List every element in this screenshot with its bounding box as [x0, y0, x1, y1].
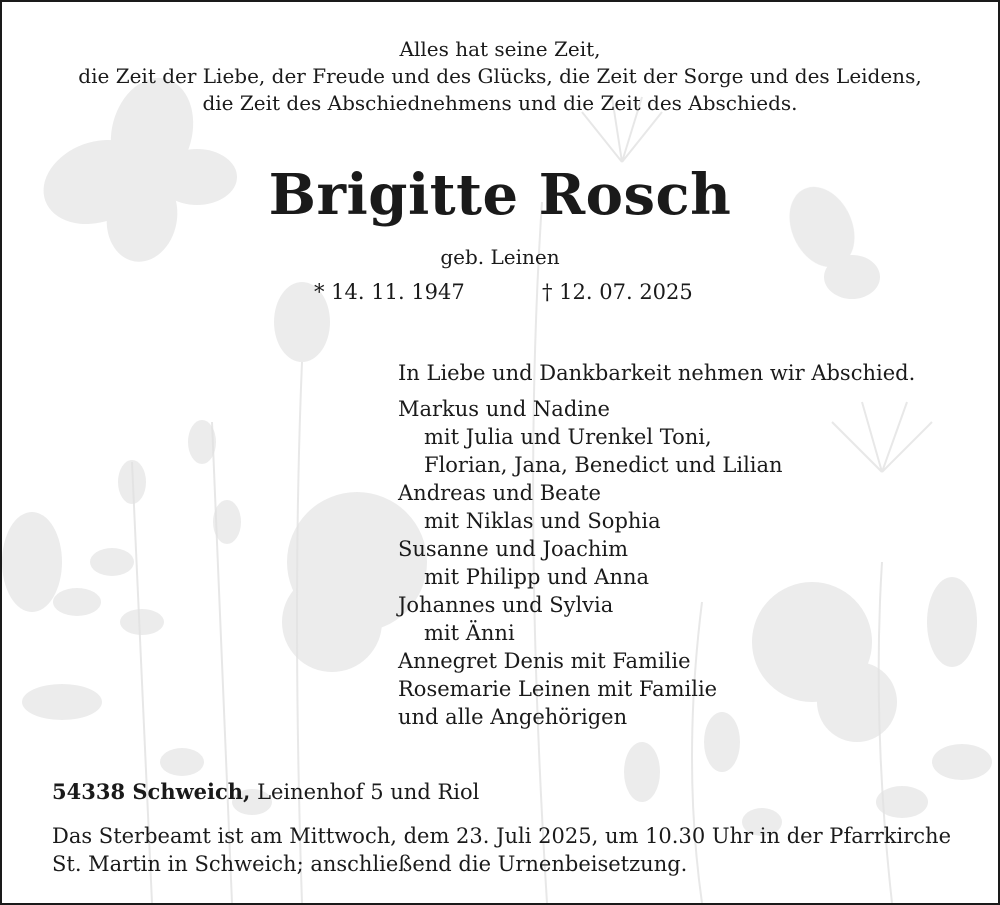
opening-quote	[2, 36, 998, 117]
mourner-line: mit Niklas und Sophia	[424, 509, 661, 533]
birth-date: * 14. 11. 1947	[314, 280, 465, 304]
quote-line: die Zeit der Liebe, der Freude und des Glücks, die Zeit der Sorge und des Leidens,	[78, 64, 922, 88]
death-date: † 12. 07. 2025	[542, 280, 693, 304]
birth-name: geb. Leinen	[440, 245, 560, 269]
farewell-statement: In Liebe und Dankbarkeit nehmen wir Abschied.	[398, 361, 916, 385]
mourner-line: Florian, Jana, Benedict und Lilian	[424, 453, 783, 477]
address-place: 54338 Schweich,	[52, 779, 251, 804]
mourner-line: Rosemarie Leinen mit Familie	[398, 677, 718, 701]
deceased-name: Brigitte Rosch	[268, 162, 732, 228]
mourner-line: Markus und Nadine	[398, 397, 610, 421]
mourner-line: mit Änni	[424, 621, 515, 645]
quote-line: Alles hat seine Zeit,	[399, 37, 601, 61]
quote-line: die Zeit des Abschiednehmens und die Zeit des Abschieds.	[202, 91, 798, 115]
service-line: Das Sterbeamt ist am Mittwoch, dem 23. Juli 2025, um 10.30 Uhr in der Pfarrkirche	[52, 824, 952, 848]
mourner-line: Susanne und Joachim	[398, 537, 629, 561]
service-line: St. Martin in Schweich; anschließend die Urnenbeisetzung.	[52, 852, 688, 876]
address-street: Leinenhof 5 und Riol	[257, 780, 480, 804]
mourner-line: mit Julia und Urenkel Toni,	[424, 425, 712, 449]
family-address	[52, 779, 479, 804]
mourners-list	[398, 395, 783, 731]
funeral-service-info	[52, 822, 951, 878]
mourner-line: und alle Angehörigen	[398, 705, 628, 729]
mourner-line: Johannes und Sylvia	[398, 593, 614, 617]
mourner-line: Annegret Denis mit Familie	[398, 649, 691, 673]
mourner-line: mit Philipp und Anna	[424, 565, 650, 589]
mourner-line: Andreas und Beate	[398, 481, 601, 505]
